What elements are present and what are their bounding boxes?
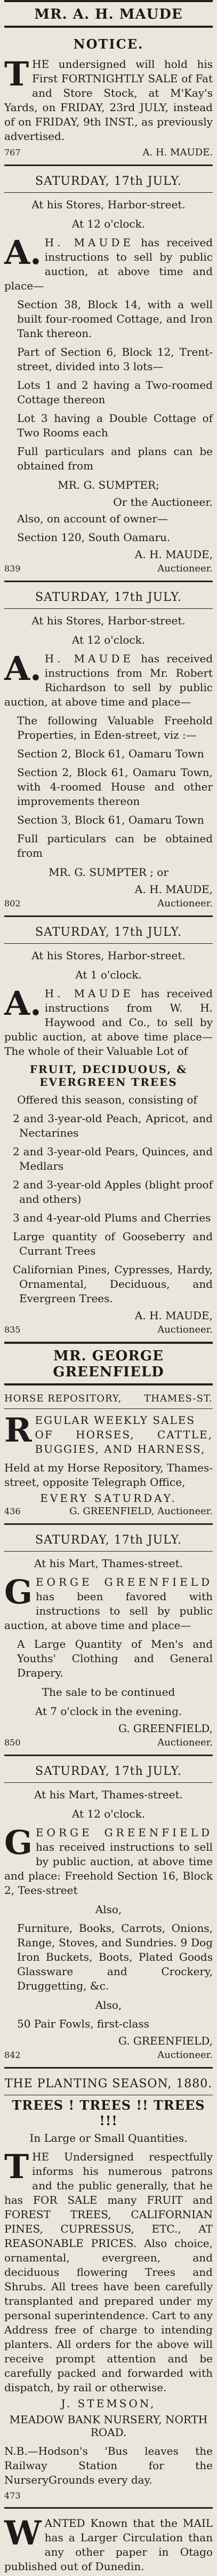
sale-place: At his Mart, Thames-street. bbox=[34, 1557, 183, 1570]
dropcap: T bbox=[4, 54, 29, 93]
planting-ad: THE PLANTING SEASON, 1880. TREES ! TREES !! TREES !!! In Large or Small Quantities. THE Undersigned respectfully informs his numerous patrons and the public generally, that he has FOR SALE many FRUIT and FOREST TREES, CALIFORNIAN PINES, CUPRESSUS, ETC., AT REASONABLE PRICES. Also choice, ornamental, evergreen, and deciduous flowering Trees and Shrubs. All trees have been carefully transplanted and prepared under my personal superintendence. Cart to any Address free of charge to intending planters. All orders for the above will receive prompt attention and be carefully packed and forwarded with dispatch, by rail or otherwise. J. STEMSON, MEADOW BANK NURSERY, NORTH ROAD. N.B.—Hodson's 'Bus leaves the Railway Station for the NurseryGrounds every day. 473 bbox=[4, 2074, 213, 2502]
sale-time: At 1 o'clock. bbox=[75, 968, 142, 981]
divider bbox=[4, 165, 213, 166]
list-item: 3 and 4-year-old Plums and Cherries bbox=[13, 1211, 211, 1224]
repository-left: HORSE REPOSITORY, bbox=[4, 1393, 122, 1404]
every-saturday: EVERY SATURDAY. bbox=[40, 1492, 177, 1505]
quantities: In Large or Small Quantities. bbox=[29, 2132, 188, 2144]
description: A Large Quantity of Men's and Youths' Clothing and General Drapery. bbox=[17, 1638, 213, 1679]
signature: G. GREENFIELD, Auctioneer. bbox=[69, 1506, 213, 1517]
section-header-maude: MR. A. H. MAUDE bbox=[4, 0, 213, 28]
signature: G. GREENFIELD, bbox=[118, 2034, 213, 2047]
ad-number: 850 bbox=[4, 1737, 21, 1748]
dropcap: A. bbox=[4, 649, 42, 688]
notice-ad bbox=[4, 33, 213, 159]
nb-note: N.B.—Hodson's 'Bus leaves the Railway Station for the NurseryGrounds every day. bbox=[4, 2445, 213, 2486]
divider bbox=[4, 581, 213, 582]
signature: A. H. MAUDE, bbox=[134, 548, 213, 561]
sale-date: SATURDAY, 17th JULY. bbox=[35, 1533, 182, 1547]
sale-ad-1: SATURDAY, 17th JULY. At his Stores, Harbor-street. At 12 o'clock. A. H. MAUDE has received instructions to sell by public auction, at above time and place— Section 38, Block 14, with a well built four-roomed Cottage, and Iron Tank thereon. Part of Section 6, Block 12, Trent-street, divided into 3 lots— Lots 1 and 2 having a Two-roomed Cottage thereon Lot 3 having a Double Cottage of Two Rooms each Full particulars and plans can be obtained from MR. G. SUMPTER; Or the Auctioneer. Also, on account of owner— Section 120, South Oamaru. A. H. MAUDE, 839 Auctioneer. bbox=[4, 171, 213, 575]
note: The sale to be continued bbox=[42, 1686, 175, 1698]
goods-title: FRUIT, DECIDUOUS, & EVERGREEN TREES bbox=[29, 1063, 188, 1089]
sale-time: At 12 o'clock. bbox=[71, 633, 146, 646]
divider bbox=[4, 915, 213, 917]
newspaper-column bbox=[4, 0, 213, 2576]
divider bbox=[4, 2507, 213, 2509]
ad-number: 839 bbox=[4, 563, 21, 574]
sale-place: At his Stores, Harbor-street. bbox=[31, 949, 186, 962]
sale-date: SATURDAY, 17th JULY. bbox=[35, 1765, 182, 1778]
ad-number: 802 bbox=[4, 898, 21, 909]
notice-title: NOTICE. bbox=[73, 36, 144, 52]
divider bbox=[4, 2067, 213, 2069]
sale-date: SATURDAY, 17th JULY. bbox=[35, 175, 182, 188]
list-item: Lot 3 having a Double Cottage of Two Rooms each bbox=[17, 412, 213, 439]
signature-title: Auctioneer. bbox=[157, 2049, 213, 2061]
agent: MR. G. SUMPTER; bbox=[58, 479, 159, 491]
list-item: 2 and 3-year-old Peach, Apricot, and Nectarines bbox=[13, 1112, 213, 1139]
list-item: 2 and 3-year-old Pears, Quinces, and Medlars bbox=[13, 1145, 213, 1172]
also: Also, bbox=[95, 1999, 122, 2011]
section-header-greenfield: MR. GEORGE GREENFIELD bbox=[4, 1342, 213, 1385]
auctioneer-name: H. MAUDE bbox=[44, 652, 134, 665]
signature: A. H. MAUDE. bbox=[142, 147, 213, 158]
signature-title: Auctioneer. bbox=[157, 1737, 213, 1748]
auctioneer-name: H. MAUDE bbox=[44, 236, 134, 249]
ad-number: 842 bbox=[4, 2050, 21, 2060]
sale-place: At his Stores, Harbor-street. bbox=[31, 198, 186, 211]
dropcap: T bbox=[4, 2147, 29, 2186]
or-auctioneer: Or the Auctioneer. bbox=[113, 496, 213, 508]
sale-place: At his Stores, Harbor-street. bbox=[31, 614, 186, 627]
signature-title: Auctioneer. bbox=[157, 563, 213, 574]
sale-time: At 12 o'clock. bbox=[71, 217, 146, 230]
auctioneer-name: EORGE GREENFIELD bbox=[35, 1576, 213, 1588]
description: The following Valuable Freehold Properties, in Eden-street, viz :— bbox=[17, 714, 213, 741]
headline-2: OF HORSES, CATTLE, BUGGIES, AND HARNESS, bbox=[35, 1428, 213, 1455]
headline: EGULAR WEEKLY SALES bbox=[35, 1414, 196, 1427]
list-item: Lots 1 and 2 having a Two-roomed Cottage thereon bbox=[17, 379, 213, 406]
divider bbox=[4, 1523, 213, 1525]
list-item: Section 2, Block 61, Oamaru Town bbox=[17, 747, 204, 760]
dropcap: G bbox=[4, 1572, 33, 1611]
items: Furniture, Books, Carrots, Onions, Range, Stoves, and Sundries. 9 Dog Iron Buckets, Boots, Plated Goods Glassware and Crockery, Druggetting, &c. bbox=[17, 1922, 213, 1992]
trees-headline: TREES ! TREES !! TREES !!! bbox=[12, 2097, 205, 2128]
planting-title: THE PLANTING SEASON, 1880. bbox=[4, 2077, 213, 2090]
particulars: Full particulars can be obtained from bbox=[17, 832, 213, 859]
dropcap: W bbox=[4, 2514, 42, 2552]
signature: G. GREENFIELD, bbox=[118, 1722, 213, 1735]
nursery-owner: J. STEMSON, bbox=[61, 2397, 156, 2410]
also: Also, bbox=[95, 1903, 122, 1916]
note-time: At 7 o'clock in the evening. bbox=[35, 1705, 182, 1718]
repository-ad bbox=[4, 1391, 213, 1518]
list-item: Section 3, Block 61, Oamaru Town bbox=[17, 813, 204, 826]
auctioneer-name: EORGE GREENFIELD bbox=[35, 1826, 213, 1839]
list-item: Large quantity of Gooseberry and Currant Trees bbox=[13, 1230, 213, 1257]
sale-date: SATURDAY, 17th JULY. bbox=[35, 591, 182, 604]
sale-ad-3: SATURDAY, 17th JULY. At his Stores, Harbor-street. At 1 o'clock. A. H. MAUDE has received instructions from W. H. Haywood and Co., to sell by public auction, at above time place—The whole of their Valuable Lot of FRUIT, DECIDUOUS, & EVERGREEN TREES Offered this season, consisting of 2 and 3-year-old Peach, Apricot, and Nectarines 2 and 3-year-old Pears, Quinces, and Medlars 2 and 3-year-old Apples (blight proof and others) 3 and 4-year-old Plums and Cherries Large quantity of Gooseberry and Currant Trees Californian Pines, Cypresses, Hardy, Ornamental, Deciduous, and Evergreen Trees. A. H. MAUDE, 835 Auctioneer. bbox=[4, 922, 213, 1336]
ad-number: 835 bbox=[4, 1325, 21, 1335]
dropcap: A. bbox=[4, 233, 42, 272]
sale-date: SATURDAY, 17th JULY. bbox=[35, 926, 182, 939]
notice-body: THE undersigned will hold his First FORTNIGHTLY SALE of Fat and Store Stock, at M'Kay's Yards, on FRIDAY, 23rd JULY, instead of on FRIDAY, 9th INST., as previously advertised. bbox=[4, 54, 213, 143]
particulars: Full particulars and plans can be obtained from bbox=[17, 445, 213, 472]
signature: A. H. MAUDE, bbox=[134, 1309, 213, 1322]
dropcap: G bbox=[4, 1823, 33, 1862]
auctioneer-name: H. MAUDE bbox=[44, 987, 134, 1000]
ad-number: 767 bbox=[4, 147, 21, 158]
also: Also, on account of owner— bbox=[17, 512, 168, 525]
list-item: Californian Pines, Cypresses, Hardy, Ornamental, Deciduous, and Evergreen Trees. bbox=[13, 1263, 213, 1305]
signature: A. H. MAUDE, bbox=[134, 883, 213, 896]
sale-place: At his Mart, Thames-street. bbox=[34, 1788, 183, 1801]
repository-right: THAMES-ST. bbox=[144, 1393, 213, 1404]
fowls: 50 Pair Fowls, first-class bbox=[17, 2017, 149, 2030]
dropcap: A. bbox=[4, 984, 42, 1023]
offered: Offered this season, consisting of bbox=[17, 1093, 197, 1106]
sale-ad-2: SATURDAY, 17th JULY. At his Stores, Harbor-street. At 12 o'clock. A. H. MAUDE has received instructions from Mr. Robert Richardson to sell by public auction, at above time and place— The following Valuable Freehold Properties, in Eden-street, viz :— Section 2, Block 61, Oamaru Town Section 2, Block 61, Oamaru Town, with 4-roomed House and other improvements thereon Section 3, Block 61, Oamaru Town Full particulars can be obtained from MR. G. SUMPTER ; or A. H. MAUDE, 802 Auctioneer. bbox=[4, 588, 213, 910]
also-item: Section 120, South Oamaru. bbox=[17, 531, 171, 544]
ad-number: 473 bbox=[4, 2491, 21, 2501]
signature-title: Auctioneer. bbox=[157, 898, 213, 909]
sale-time: At 12 o'clock. bbox=[71, 1807, 146, 1820]
divider bbox=[4, 1755, 213, 1756]
repository-body: Held at my Horse Repository, Thames-street, opposite Telegraph Office, bbox=[4, 1461, 213, 1489]
list-item: Part of Section 6, Block 12, Trent-street, divided into 3 lots— bbox=[17, 346, 213, 373]
agent: MR. G. SUMPTER ; or bbox=[49, 866, 168, 879]
wanted-ad: WANTED Known that the MAIL has a Larger Circulation than any other paper in Otago published out of Dunedin. bbox=[4, 2514, 213, 2573]
list-item: Section 38, Block 14, with a well built four-roomed Cottage, and Iron Tank thereon. bbox=[17, 298, 213, 340]
list-item: Section 2, Block 61, Oamaru Town, with 4-roomed House and other improvements thereon bbox=[17, 766, 213, 808]
greenfield-sale-1: SATURDAY, 17th JULY. At his Mart, Thames-street. GEORGE GREENFIELD has been favored with instructions to sell by public auction, at above time and place— A Large Quantity of Men's and Youths' Clothing and General Drapery. The sale to be continued At 7 o'clock in the evening. G. GREENFIELD, 850 Auctioneer. bbox=[4, 1530, 213, 1749]
nursery-address: MEADOW BANK NURSERY, NORTH ROAD. bbox=[9, 2413, 208, 2439]
greenfield-sale-2: SATURDAY, 17th JULY. At his Mart, Thames-street. At 12 o'clock. GEORGE GREENFIELD has received instructions to sell by public auction, at above time and place: Freehold Section 16, Block 2, Tees-street Also, Furniture, Books, Carrots, Onions, Range, Stoves, and Sundries. 9 Dog Iron Buckets, Boots, Plated Goods Glassware and Crockery, Druggetting, &c. Also, 50 Pair Fowls, first-class G. GREENFIELD, 842 Auctioneer. bbox=[4, 1761, 213, 2062]
dropcap: R bbox=[4, 1411, 32, 1450]
ad-number: 436 bbox=[4, 1506, 21, 1516]
signature-title: Auctioneer. bbox=[157, 1324, 213, 1335]
list-item: 2 and 3-year-old Apples (blight proof and others) bbox=[13, 1178, 213, 1205]
